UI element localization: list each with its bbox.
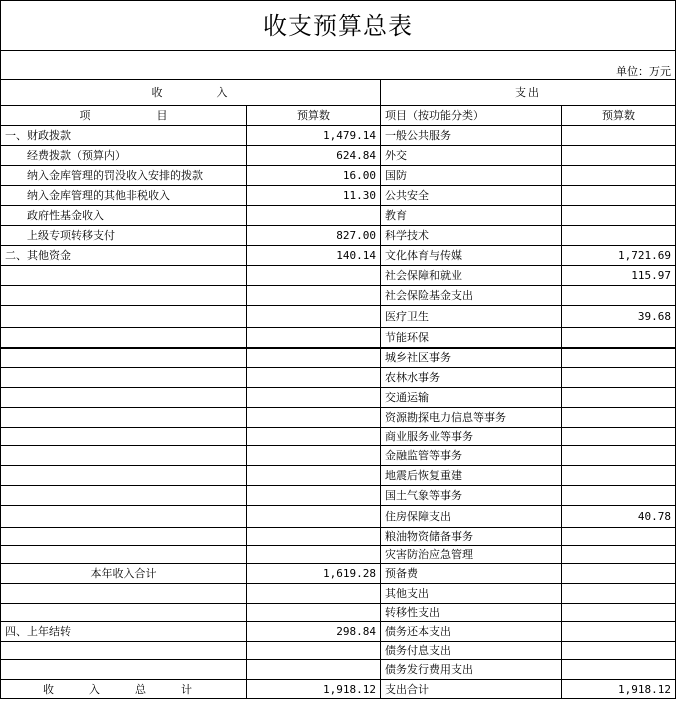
expense-budget-cell (562, 584, 676, 604)
expense-item-cell: 社会保障和就业 (381, 266, 562, 286)
expense-item-cell: 债务发行费用支出 (381, 660, 562, 680)
expense-budget-cell (562, 642, 676, 660)
expense-item-cell: 一般公共服务 (381, 126, 562, 146)
spacer-row (1, 51, 676, 65)
expense-item-cell: 交通运输 (381, 388, 562, 408)
expense-budget-cell (562, 660, 676, 680)
income-budget-cell (247, 348, 381, 368)
income-item-cell: 政府性基金收入 (1, 206, 247, 226)
expense-item-cell: 外交 (381, 146, 562, 166)
table-row (1, 564, 676, 584)
income-budget-cell (247, 328, 381, 348)
expense-budget-header: 预算数 (562, 106, 676, 126)
expense-item-cell: 教育 (381, 206, 562, 226)
expense-item-cell: 医疗卫生 (381, 306, 562, 328)
income-budget-cell (247, 286, 381, 306)
expense-item-cell: 债务还本支出 (381, 622, 562, 642)
expense-budget-cell: 40.78 (562, 506, 676, 528)
table-row (1, 466, 676, 486)
expense-budget-cell (562, 328, 676, 348)
table-row (1, 226, 676, 246)
income-budget-cell (247, 466, 381, 486)
income-budget-cell (247, 446, 381, 466)
table-row (1, 428, 676, 446)
income-item-cell (1, 388, 247, 408)
income-item-cell (1, 286, 247, 306)
table-row (1, 186, 676, 206)
table-row (1, 368, 676, 388)
income-item-cell: 收 入 总 计 (1, 680, 247, 699)
expense-budget-cell (562, 126, 676, 146)
table-row (1, 246, 676, 266)
income-item-cell: 本年收入合计 (1, 564, 247, 584)
table-body (1, 126, 676, 699)
income-budget-cell (247, 642, 381, 660)
table-row (1, 486, 676, 506)
expense-budget-cell (562, 368, 676, 388)
expense-budget-cell (562, 622, 676, 642)
income-budget-cell (247, 368, 381, 388)
expense-item-cell: 支出合计 (381, 680, 562, 699)
expense-item-cell: 转移性支出 (381, 604, 562, 622)
income-budget-cell (247, 584, 381, 604)
expense-budget-cell (562, 146, 676, 166)
table-row (1, 328, 676, 348)
expense-budget-cell (562, 226, 676, 246)
expense-budget-cell (562, 446, 676, 466)
income-budget-cell: 11.30 (247, 186, 381, 206)
page-title: 收支预算总表 (1, 1, 676, 51)
expense-budget-cell (562, 388, 676, 408)
income-item-cell (1, 642, 247, 660)
expense-budget-cell (562, 604, 676, 622)
table-row (1, 446, 676, 466)
income-budget-cell (247, 528, 381, 546)
table-row (1, 408, 676, 428)
table-row (1, 306, 676, 328)
income-item-cell (1, 428, 247, 446)
expense-item-cell: 公共安全 (381, 186, 562, 206)
income-item-cell (1, 604, 247, 622)
income-budget-cell: 624.84 (247, 146, 381, 166)
expense-budget-cell (562, 466, 676, 486)
income-budget-cell: 298.84 (247, 622, 381, 642)
income-budget-header: 预算数 (247, 106, 381, 126)
table-row (1, 206, 676, 226)
expense-budget-cell: 1,721.69 (562, 246, 676, 266)
expense-item-cell: 节能环保 (381, 328, 562, 348)
expense-item-cell: 社会保险基金支出 (381, 286, 562, 306)
expense-item-cell: 科学技术 (381, 226, 562, 246)
income-item-cell (1, 546, 247, 564)
table-row (1, 680, 676, 699)
expense-item-cell: 灾害防治应急管理 (381, 546, 562, 564)
expense-item-cell: 商业服务业等事务 (381, 428, 562, 446)
income-item-cell (1, 506, 247, 528)
income-budget-cell (247, 604, 381, 622)
expense-budget-cell (562, 206, 676, 226)
income-budget-cell (247, 306, 381, 328)
expense-budget-cell (562, 528, 676, 546)
income-item-cell (1, 446, 247, 466)
expense-item-header: 项目（按功能分类） (381, 106, 562, 126)
income-item-cell: 纳入金库管理的罚没收入安排的拨款 (1, 166, 247, 186)
income-budget-cell (247, 408, 381, 428)
income-item-cell: 四、上年结转 (1, 622, 247, 642)
table-row (1, 266, 676, 286)
income-budget-cell: 140.14 (247, 246, 381, 266)
expense-item-cell: 资源勘探电力信息等事务 (381, 408, 562, 428)
income-item-cell: 纳入金库管理的其他非税收入 (1, 186, 247, 206)
income-budget-cell: 827.00 (247, 226, 381, 246)
income-budget-cell (247, 546, 381, 564)
table-row (1, 146, 676, 166)
income-item-cell: 二、其他资金 (1, 246, 247, 266)
expense-budget-cell (562, 408, 676, 428)
expense-section-header: 支出 (381, 80, 676, 106)
expense-item-cell: 文化体育与传媒 (381, 246, 562, 266)
income-item-cell (1, 306, 247, 328)
income-budget-cell (247, 266, 381, 286)
table-row (1, 126, 676, 146)
expense-item-cell: 国土气象等事务 (381, 486, 562, 506)
income-item-cell (1, 486, 247, 506)
expense-budget-cell: 1,918.12 (562, 680, 676, 699)
table-row (1, 506, 676, 528)
income-budget-cell: 1,619.28 (247, 564, 381, 584)
income-section-header: 收 入 (1, 80, 381, 106)
table-row (1, 622, 676, 642)
expense-budget-cell (562, 486, 676, 506)
income-budget-cell: 1,918.12 (247, 680, 381, 699)
expense-item-cell: 国防 (381, 166, 562, 186)
income-budget-cell (247, 506, 381, 528)
expense-budget-cell (562, 186, 676, 206)
income-item-cell: 一、财政拨款 (1, 126, 247, 146)
table-row (1, 348, 676, 368)
income-item-cell (1, 328, 247, 348)
expense-budget-cell (562, 166, 676, 186)
expense-budget-cell: 39.68 (562, 306, 676, 328)
expense-item-cell: 农林水事务 (381, 368, 562, 388)
expense-item-cell: 城乡社区事务 (381, 348, 562, 368)
income-budget-cell (247, 206, 381, 226)
table-row (1, 642, 676, 660)
income-item-cell: 上级专项转移支付 (1, 226, 247, 246)
table-row (1, 546, 676, 564)
expense-item-cell: 地震后恢复重建 (381, 466, 562, 486)
expense-item-cell: 金融监管等事务 (381, 446, 562, 466)
income-item-cell (1, 348, 247, 368)
expense-item-cell: 粮油物资储备事务 (381, 528, 562, 546)
income-budget-cell (247, 388, 381, 408)
income-item-cell (1, 368, 247, 388)
expense-budget-cell: 115.97 (562, 266, 676, 286)
income-item-cell (1, 584, 247, 604)
table-row (1, 166, 676, 186)
income-budget-cell (247, 660, 381, 680)
expense-budget-cell (562, 546, 676, 564)
table-row (1, 286, 676, 306)
table-row (1, 388, 676, 408)
expense-budget-cell (562, 428, 676, 446)
income-budget-cell: 1,479.14 (247, 126, 381, 146)
expense-budget-cell (562, 564, 676, 584)
income-item-header: 项 目 (1, 106, 247, 126)
expense-item-cell: 其他支出 (381, 584, 562, 604)
table-row (1, 584, 676, 604)
expense-item-cell: 预备费 (381, 564, 562, 584)
income-item-cell: 经费拨款（预算内） (1, 146, 247, 166)
unit-label: 单位：万元 (1, 65, 676, 80)
income-item-cell (1, 408, 247, 428)
expense-budget-cell (562, 348, 676, 368)
income-item-cell (1, 660, 247, 680)
income-item-cell (1, 528, 247, 546)
income-budget-cell (247, 428, 381, 446)
income-item-cell (1, 266, 247, 286)
income-budget-cell: 16.00 (247, 166, 381, 186)
table-row (1, 528, 676, 546)
expense-item-cell: 债务付息支出 (381, 642, 562, 660)
income-item-cell (1, 466, 247, 486)
expense-budget-cell (562, 286, 676, 306)
table-row (1, 660, 676, 680)
table-row (1, 604, 676, 622)
expense-item-cell: 住房保障支出 (381, 506, 562, 528)
income-budget-cell (247, 486, 381, 506)
